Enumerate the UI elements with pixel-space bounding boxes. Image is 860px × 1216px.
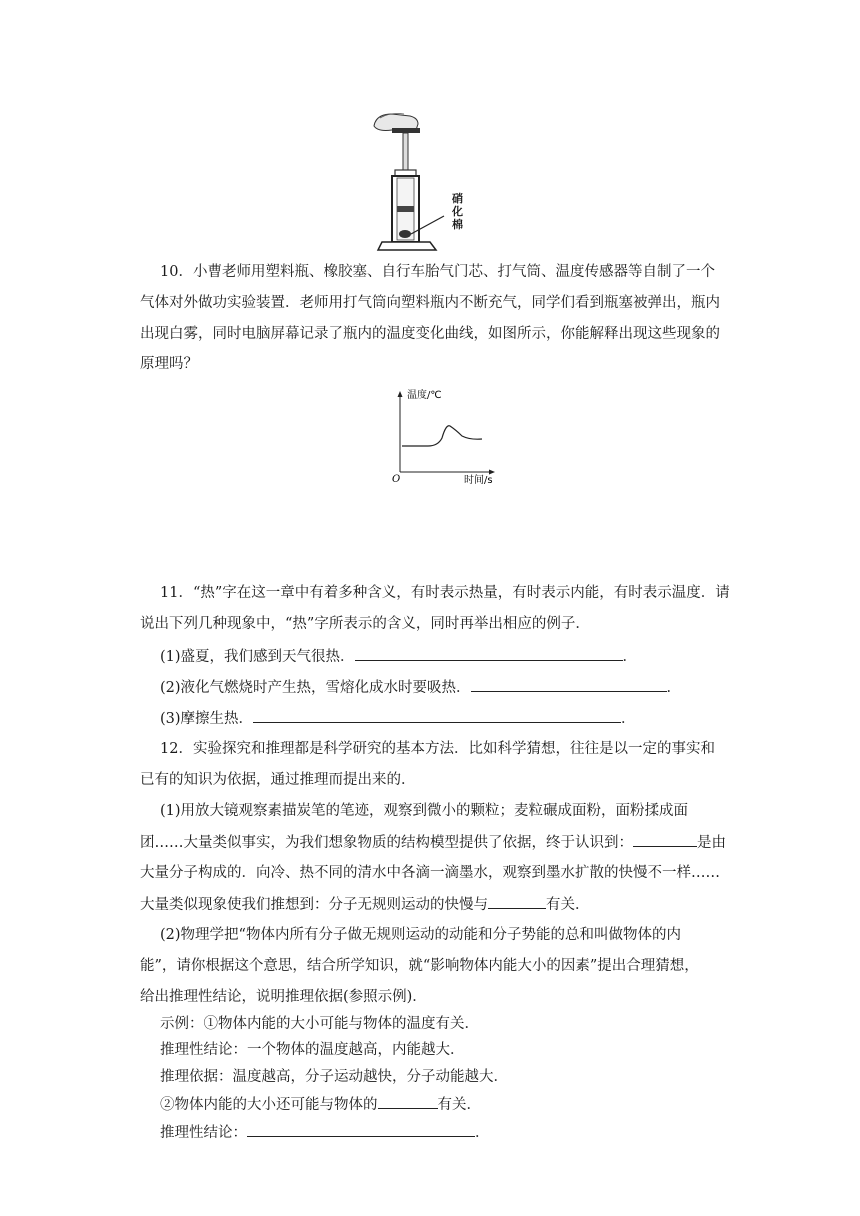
q12-line-1: 12．实验探究和推理都是科学研究的基本方法．比如科学猜想，往往是以一定的事实和 [160, 741, 715, 757]
q12-line-4-text: 团……大量类似事实，为我们想象物质的结构模型提供了依据，终于认识到： [140, 835, 633, 851]
q12-line-4 [140, 832, 740, 853]
q11-item-1 [160, 646, 760, 667]
q12-line-13-text: ②物体内能的大小还可能与物体的 [160, 1097, 378, 1113]
label-char: 棉 [452, 218, 463, 231]
q12-example: 示例：①物体内能的大小可能与物体的温度有关． [160, 1016, 479, 1032]
temperature-curve [402, 426, 482, 446]
q10-line-4: 原理吗？ [140, 356, 198, 372]
q11-intro-line-2: 说出下列几种现象中，“热”字所表示的含义，同时再举出相应的例子． [140, 616, 590, 632]
q10-line-2: 气体对外做功实验装置．老师用打气筒向塑料瓶内不断充气，同学们看到瓶塞被弹出，瓶内 [140, 295, 720, 311]
y-axis-arrow [398, 391, 403, 397]
q10-line-3: 出现白雾，同时电脑屏幕记录了瓶内的温度变化曲线，如图所示，你能解释出现这些现象的 [140, 326, 720, 342]
q12-line-13 [160, 1094, 760, 1115]
nitrocellulose-drawing [399, 230, 411, 238]
answer-blank[interactable] [355, 646, 623, 661]
answer-blank[interactable] [633, 832, 697, 847]
x-axis-arrow [489, 470, 495, 475]
answer-blank[interactable] [253, 708, 621, 723]
q12-line-13-end: 有关． [437, 1097, 481, 1113]
answer-blank[interactable] [471, 677, 667, 692]
q12-line-6-end: 有关． [546, 897, 590, 913]
period: ． [666, 680, 682, 696]
q10-line-1: 10．小曹老师用塑料瓶、橡胶塞、自行车胎气门芯、打气筒、温度传感器等自制了一个 [160, 264, 715, 280]
q12-example-conclusion: 推理性结论：一个物体的温度越高，内能越大． [160, 1042, 465, 1058]
period: ． [475, 1125, 490, 1141]
q12-line-3: (1)用放大镜观察素描炭笔的笔迹，观察到微小的颗粒；麦粒碾成面粉，面粉揉成面 [160, 803, 689, 819]
answer-blank[interactable] [488, 894, 546, 909]
period: ． [622, 649, 638, 665]
y-axis-label: 温度/℃ [407, 390, 442, 401]
q12-line-14 [160, 1122, 760, 1143]
label-char: 化 [452, 205, 463, 218]
q11-item-3 [160, 708, 760, 729]
q12-line-9: 给出推理性结论，说明推理依据(参照示例)． [140, 989, 427, 1005]
q11-item-1-text: (1)盛夏，我们感到天气很热． [160, 649, 355, 665]
q12-line-6 [140, 894, 740, 915]
q12-example-basis: 推理依据：温度越高，分子运动越快，分子动能越大． [160, 1069, 508, 1085]
q12-line-7: (2)物理学把“物体内所有分子做无规则运动的动能和分子势能的总和叫做物体的内 [160, 927, 681, 943]
q12-line-5: 大量分子构成的．向冷、热不同的清水中各滴一滴墨水，观察到墨水扩散的快慢不一样…… [140, 865, 720, 881]
label-char: 硝 [452, 192, 463, 205]
q12-line-8: 能”，请你根据这个意思，结合所学知识，就“影响物体内能大小的因素”提出合理猜想， [140, 958, 699, 974]
q12-line-2: 已有的知识为依据，通过推理而提出来的． [140, 772, 416, 788]
answer-blank[interactable] [378, 1094, 438, 1109]
origin-label: O [392, 474, 401, 485]
q11-intro-line-1: 11．“热”字在这一章中有着多种含义，有时表示热量，有时表示内能，有时表示温度．请 [160, 585, 730, 601]
temperature-chart [388, 386, 498, 486]
q12-line-6-text: 大量类似现象使我们推想到：分子无规则运动的快慢与 [140, 897, 488, 913]
q12-line-14-text: 推理性结论： [160, 1125, 247, 1141]
air-pump-apparatus-figure [370, 108, 480, 258]
period: ． [621, 711, 636, 727]
figure-label-nitrocellulose [452, 192, 463, 231]
q11-item-3-text: (3)摩擦生热． [160, 711, 254, 727]
x-axis-label: 时间/s [464, 475, 493, 486]
q11-item-2 [160, 677, 760, 698]
answer-blank[interactable] [247, 1122, 475, 1137]
q12-line-4-end: 是由 [697, 835, 726, 851]
q11-item-2-text: (2)液化气燃烧时产生热，雪熔化成水时要吸热． [160, 680, 471, 696]
